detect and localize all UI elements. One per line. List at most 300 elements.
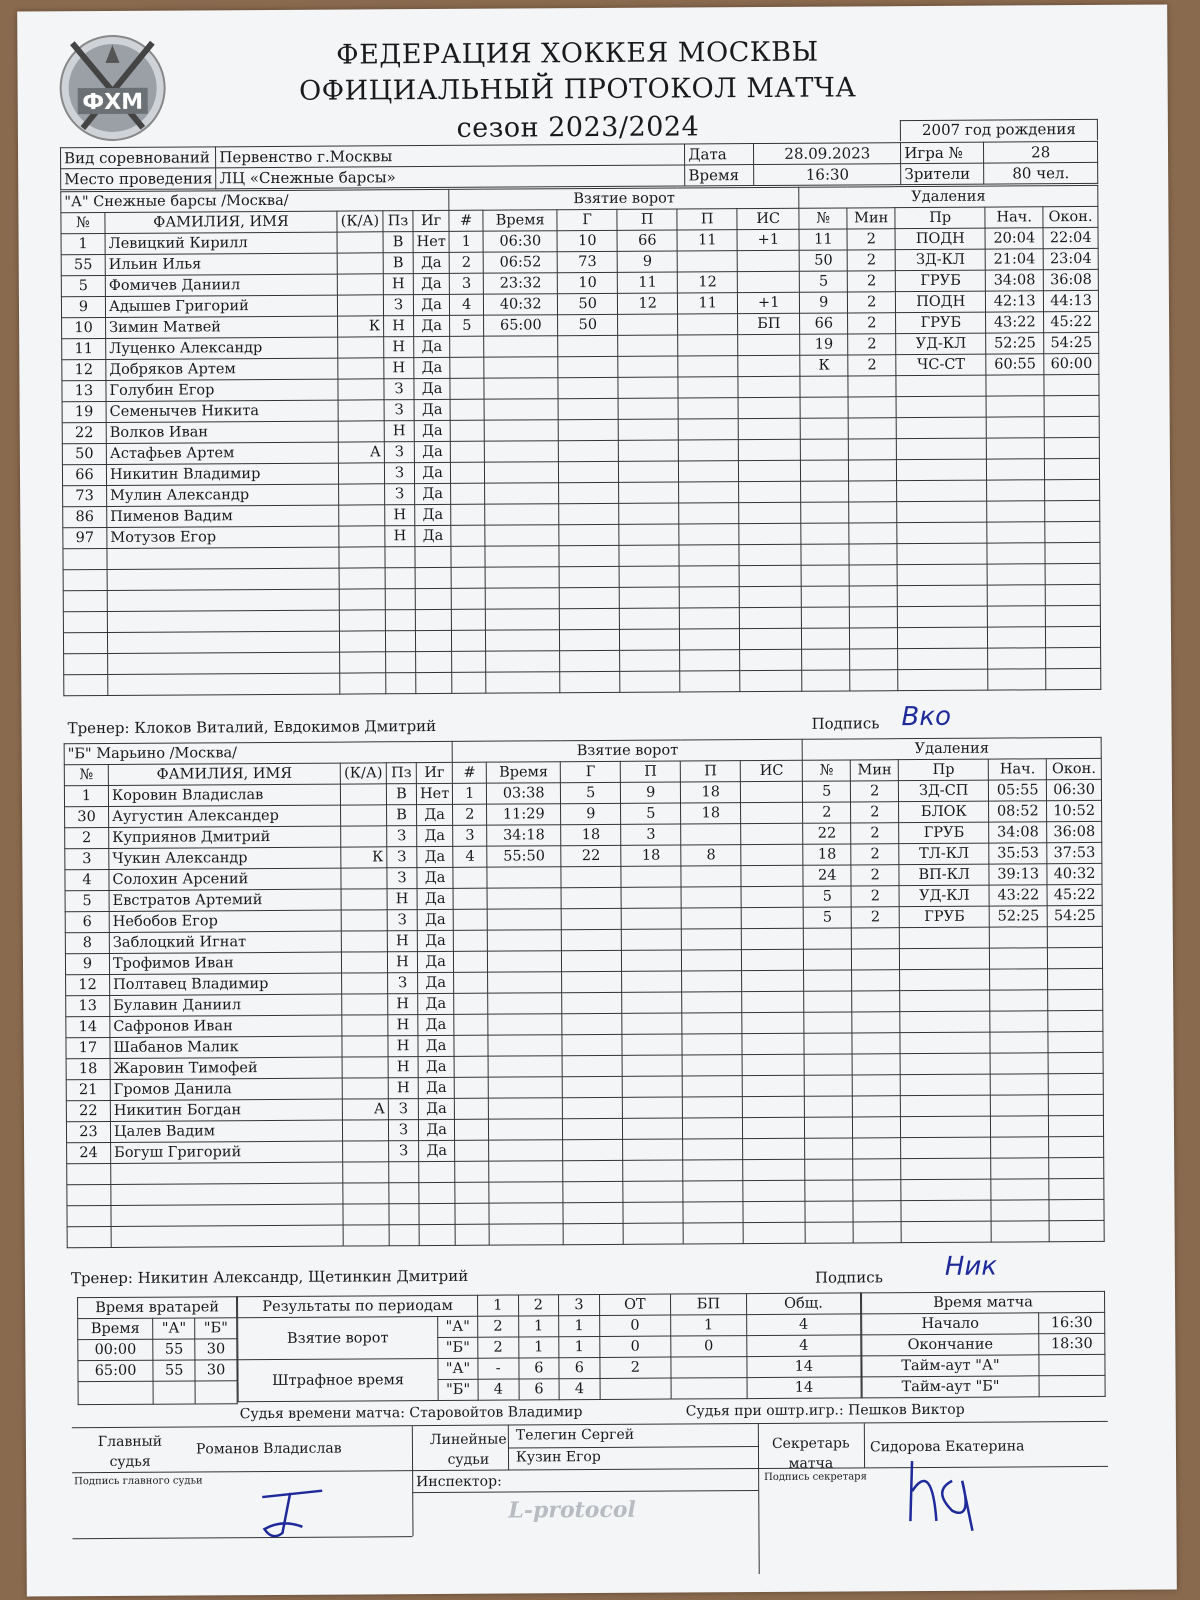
linesman-2: Кузин Егор [515,1448,601,1466]
goal-time [484,399,558,420]
penalty-minutes: 2 [848,313,896,334]
penalty-end [1045,437,1100,458]
player-number [64,674,108,695]
timeout-b-label: Тайм-аут "Б" [862,1376,1039,1398]
goal-index [454,930,488,951]
goal-time [484,357,558,378]
player-played [419,1161,455,1182]
team-a-signature: Вко [901,701,952,733]
goal-scorer: 10 [558,272,618,293]
player-position: З [387,910,417,931]
player-role [341,826,387,847]
penalty-reason [896,396,986,418]
penalties-header: Удаления [799,185,1098,208]
penalty-minutes [849,544,897,565]
period-col: 2 [518,1295,559,1316]
player-role [339,589,385,610]
player-name: Заблоцкий Игнат [109,931,341,953]
goal-scorer [563,1139,623,1160]
goal-scorer [562,929,622,950]
goal-index [454,1035,488,1056]
player-position: З [384,463,414,484]
penalty-player [804,1012,852,1033]
penalty-start: 34:08 [989,822,1047,843]
player-name: Никитин Богдан [110,1099,342,1121]
penalty-start [990,927,1048,948]
period-cell: 0 [599,1336,670,1357]
penalty-end: 45:22 [1047,884,1102,905]
penalty-end [1049,1115,1104,1136]
goal-assist-1 [623,1223,683,1244]
goal-scorer [559,503,619,524]
period-cell: 1 [518,1337,559,1358]
main-judge-label [98,1432,162,1472]
penalty-start [990,1032,1048,1053]
goal-scorer [563,1097,623,1118]
penalty-start [990,948,1048,969]
goal-assist-1: 5 [621,803,681,824]
player-role [341,889,387,910]
player-position [385,631,415,652]
penalty-end [1045,458,1100,479]
player-position: З [389,1141,419,1162]
goalie-cell: 30 [195,1339,237,1360]
goal-assist-1 [622,929,682,950]
penalty-player [802,607,850,628]
match-end-label: Окончание [862,1334,1039,1356]
goal-scorer [558,356,618,377]
goal-index [451,504,485,525]
penalty-end [1046,626,1101,647]
penalty-player [805,1117,853,1138]
player-name: Булавин Даниил [110,994,342,1016]
goal-assist-2 [679,566,739,587]
penalty-start: 42:13 [986,291,1044,312]
penalty-reason: ГРУБ [896,312,986,334]
goal-assist-2 [683,1097,743,1118]
penalty-player [802,670,850,691]
player-number: 14 [66,1016,110,1037]
goalie-time-title: Время вратарей [78,1297,237,1319]
penalty-end [1048,1073,1103,1094]
player-position [386,652,416,673]
penalty-start [987,480,1045,501]
penalty-start: 52:25 [986,333,1044,354]
penalty-player: 19 [800,334,848,355]
penalty-start [987,522,1045,543]
player-number [64,653,108,674]
period-results-title: Результаты по периодам [238,1295,478,1317]
goal-assist-1 [618,314,678,335]
period-col: 1 [478,1295,519,1316]
goal-assist-2 [678,419,738,440]
player-name [108,652,340,674]
player-role [339,484,385,505]
penalty-reason [898,648,988,670]
penalty-reason [900,948,990,970]
goal-assist-1: 18 [621,845,681,866]
col-is: ИС [737,208,799,229]
goal-assist-1 [618,377,678,398]
goal-index [451,567,485,588]
goals-header-b: Взятие ворот [452,739,802,762]
svg-text:ФХМ: ФХМ [82,89,144,116]
player-number [63,548,107,569]
lines-label-1: Линейные [429,1431,507,1449]
goal-time [485,504,559,525]
goal-scorer [562,971,622,992]
goal-situation [741,802,803,823]
player-played: Да [414,441,450,462]
player-name: Небобов Егор [109,910,341,932]
penalty-minutes: 2 [851,802,899,823]
penalty-start [991,1137,1049,1158]
penalty-minutes [852,1012,900,1033]
goal-situation [740,670,802,691]
penalty-player [805,1222,853,1243]
player-position: Н [385,526,415,547]
player-played: Да [418,972,454,993]
goal-time [486,672,560,693]
game-value: 28 [984,141,1098,163]
team-a-coach: Тренер: Клоков Виталий, Евдокимов Дмитрий [67,716,437,738]
goal-situation [742,1012,804,1033]
penalty-end [1045,584,1100,605]
goal-assist-1 [623,1181,683,1202]
goal-time [488,930,562,951]
goalie-head-a: "А" [153,1318,195,1339]
goal-assist-1 [619,461,679,482]
col-num: № [61,212,105,233]
penalty-minutes [849,502,897,523]
goal-assist-2 [679,503,739,524]
player-role [343,1183,389,1204]
goal-time [487,909,561,930]
goal-assist-1 [619,482,679,503]
goal-situation: +1 [738,292,800,313]
team-b-sign-label: Подпись [814,1268,883,1287]
col-min: Мин [847,208,895,229]
goal-assist-1 [623,1202,683,1223]
goal-time [488,1014,562,1035]
player-role [342,1057,388,1078]
penalty-end [1046,668,1101,689]
penalty-player [804,949,852,970]
player-played: Да [413,294,449,315]
player-position: З [384,442,414,463]
goal-assist-2 [679,545,739,566]
period-cell: 2 [478,1316,519,1337]
player-role [338,379,384,400]
player-name: Аугустин Александер [109,805,341,827]
penalty-start [987,438,1045,459]
player-role [338,421,384,442]
player-played: Да [417,930,453,951]
penalty-player [800,376,848,397]
player-number: 9 [61,296,105,317]
penalty-reason: ГРУБ [896,270,986,292]
goals-header: Взятие ворот [449,187,799,210]
penalty-reason [898,627,988,649]
player-number [63,632,107,653]
penalty-end [1049,1220,1104,1241]
penalty-minutes [853,1096,901,1117]
player-played: Да [413,252,449,273]
goalie-cell: 65:00 [78,1360,153,1381]
goal-index [451,441,485,462]
goal-index [450,420,484,441]
goal-situation [737,250,799,271]
col-p1: П [617,209,677,230]
player-role [339,568,385,589]
player-number [63,611,107,632]
penalty-reason [900,1032,990,1054]
player-name: Левицкий Кирилл [105,232,337,254]
penalty-start [988,606,1046,627]
goal-assist-1 [618,335,678,356]
player-position: Н [383,274,413,295]
goal-situation [742,991,804,1012]
penalty-reason [897,480,987,502]
penalty-minutes: 2 [851,823,899,844]
goal-index [455,1203,489,1224]
period-cell: 1 [671,1315,747,1336]
penalty-end: 45:22 [1044,311,1099,332]
goal-index: 2 [449,252,483,273]
goal-scorer [559,587,619,608]
player-played: Да [417,825,453,846]
goal-index [453,888,487,909]
goal-scorer [560,650,620,671]
penalty-end [1045,563,1100,584]
player-number [67,1226,111,1247]
comp-label: Вид соревнований [61,147,216,169]
goal-assist-1 [623,1118,683,1139]
goal-assist-2: 12 [678,272,738,293]
goal-assist-1 [622,971,682,992]
penalty-player [804,928,852,949]
goal-scorer [562,1055,622,1076]
player-position: В [386,784,416,805]
goal-assist-2 [683,1202,743,1223]
goal-situation [739,439,801,460]
goal-situation [740,607,802,628]
player-name: Коровин Владислав [108,784,340,806]
goal-scorer [559,566,619,587]
col-ka: (К/А) [337,211,383,232]
goal-time [489,1224,563,1245]
player-played: Нет [416,783,452,804]
goal-index [450,378,484,399]
player-played: Да [414,420,450,441]
period-cell [600,1378,671,1399]
goal-situation [743,1201,805,1222]
goal-assist-2 [679,587,739,608]
goal-index: 1 [453,783,487,804]
col-is-b: ИС [741,760,803,781]
match-info-table [60,141,1098,190]
goal-scorer [559,440,619,461]
goal-assist-1 [618,356,678,377]
goalie-cell: 30 [195,1360,237,1381]
penalty-minutes [848,376,896,397]
match-time-title: Время матча [862,1291,1105,1313]
goal-time [487,888,561,909]
penalty-start: 52:25 [989,906,1047,927]
goal-scorer [560,629,620,650]
goal-index [453,867,487,888]
col-pr: Пр [895,207,985,229]
period-cell: 4 [746,1335,860,1357]
player-name [111,1162,343,1184]
goal-index [452,609,486,630]
player-name [107,547,339,569]
period-cell: 6 [519,1379,560,1400]
penalty-reason [897,501,987,523]
secretary-sign-label: Подпись секретаря [764,1471,867,1483]
player-role [337,232,383,253]
player-number: 50 [62,443,106,464]
player-name: Евстратов Артемий [109,889,341,911]
player-position: В [383,253,413,274]
goal-situation [739,460,801,481]
goal-situation [743,1159,805,1180]
period-col: ОТ [599,1294,670,1315]
col-pr-b: Пр [899,759,989,781]
player-number: 86 [63,506,107,527]
player-number: 5 [61,275,105,296]
player-position: Н [388,1057,418,1078]
col-g-b: Г [561,761,621,782]
player-role [338,337,384,358]
player-role [342,994,388,1015]
goal-situation [739,565,801,586]
penalty-player [802,649,850,670]
player-played: Да [418,993,454,1014]
goal-time [488,972,562,993]
goalie-head-time: Время [78,1318,153,1339]
penalty-minutes: 2 [848,355,896,376]
player-role [338,463,384,484]
goal-assist-2 [680,608,740,629]
goal-scorer [559,524,619,545]
period-results-table [237,1292,862,1402]
player-role [340,784,386,805]
penalty-end: 06:30 [1047,779,1102,800]
penalty-end [1046,605,1101,626]
penalty-player [800,418,848,439]
match-end-value: 18:30 [1039,1333,1105,1354]
col-name-b: ФАМИЛИЯ, ИМЯ [108,763,340,785]
penalty-end [1049,1136,1104,1157]
player-played [419,1224,455,1245]
player-position: Н [384,316,414,337]
goal-index [455,1161,489,1182]
sec-label-2: матча [788,1455,834,1472]
col-name: ФАМИЛИЯ, ИМЯ [105,211,337,233]
goal-time [486,630,560,651]
penalty-start [991,1221,1049,1242]
player-played: Да [417,846,453,867]
player-number: 22 [62,422,106,443]
penalty-player [801,565,849,586]
goal-time [485,546,559,567]
penalty-player: 24 [803,865,851,886]
goal-index: 4 [453,846,487,867]
date-label: Дата [685,144,754,165]
player-number: 3 [65,848,109,869]
penalty-player [802,628,850,649]
venue-value: ЛЦ «Снежные барсы» [216,165,685,189]
player-name [107,631,339,653]
main-judge-signature [242,1483,332,1544]
player-name: Зимин Матвей [106,316,338,338]
penalty-player: 9 [800,292,848,313]
goal-assist-2 [683,1181,743,1202]
goal-scorer: 5 [561,782,621,803]
period-cell: 4 [478,1379,519,1400]
player-number: 1 [64,785,108,806]
player-name: Голубин Егор [106,379,338,401]
penalty-reason: УД-КЛ [899,885,989,907]
penalty-start: 60:55 [986,354,1044,375]
col-g: Г [557,209,617,230]
player-name: Богуш Григорий [111,1141,343,1163]
federation-title: ФЕДЕРАЦИЯ ХОККЕЯ МОСКВЫ [336,36,819,71]
goal-situation [739,544,801,565]
goal-scorer: 10 [557,230,617,251]
penalty-reason: ПОДН [895,228,985,250]
player-played: Да [417,909,453,930]
goal-index [454,1014,488,1035]
penalty-minutes [852,1054,900,1075]
goal-time [489,1140,563,1161]
player-number [63,590,107,611]
goal-assist-1: 12 [618,293,678,314]
goal-index: 5 [450,315,484,336]
player-played: Нет [413,231,449,252]
goal-assist-2 [682,992,742,1013]
player-played [415,630,451,651]
penalty-start [988,648,1046,669]
penalty-end: 54:25 [1047,905,1102,926]
goal-index [455,1140,489,1161]
period-col: Общ. [746,1293,860,1315]
goal-assist-1 [622,950,682,971]
player-number [67,1184,111,1205]
penalty-end [1046,647,1101,668]
goal-assist-1: 11 [618,272,678,293]
goal-assist-1 [622,992,682,1013]
goal-situation [742,1033,804,1054]
goal-time [485,462,559,483]
main-judge-name: Романов Владислав [195,1440,342,1458]
goal-situation: +1 [737,229,799,250]
player-name [111,1183,343,1205]
player-position: Н [388,1036,418,1057]
period-cell: 2 [600,1357,671,1378]
penalty-player: 5 [803,781,851,802]
penalty-end [1044,416,1099,437]
season-title: сезон 2023/2024 [456,111,700,144]
goal-assist-2 [679,524,739,545]
player-played: Да [413,273,449,294]
penalty-end: 22:04 [1043,227,1098,248]
timekeeper: Судья времени матча: Старовойтов Владимир [239,1404,583,1423]
player-position [389,1183,419,1204]
goal-assist-2 [677,251,737,272]
penalty-start [990,1053,1048,1074]
